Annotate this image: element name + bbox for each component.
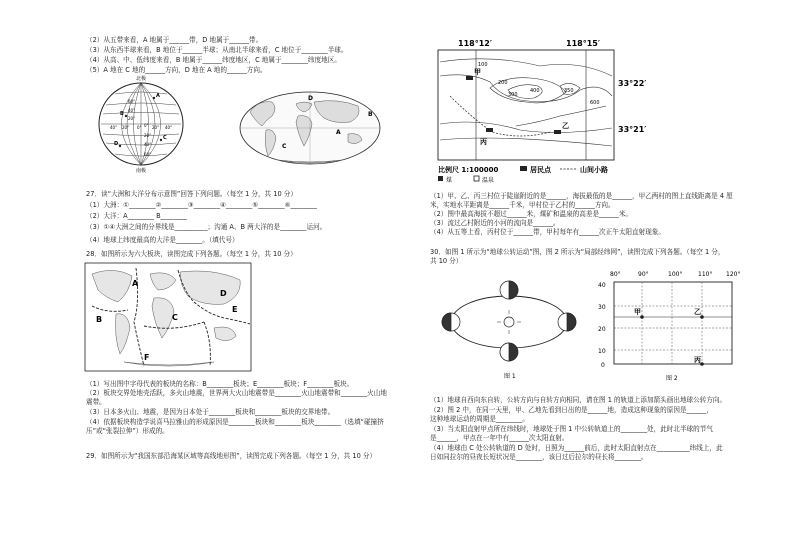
- plate-label-c: C: [172, 313, 178, 322]
- q30-line-5: 是______，甲点在一年中有______次太阳直射。: [430, 434, 569, 442]
- q28-title: 28．如图所示为六大板块，读图完成下列各题。（每空 1 分，共 10 分）: [86, 250, 297, 258]
- contour-label: 600: [590, 100, 600, 106]
- q30-line-3: 这种地球运动的周期是________。: [430, 415, 529, 423]
- q29-line-1: （1）甲、乙、丙三村位于陡崖附近的是______，海拔最低的是______，甲乙两村的图上直线距离是 4 厘: [430, 192, 733, 200]
- q27-line-2: （2）大洋：A________ B________: [86, 212, 188, 220]
- plate-label-d: D: [220, 289, 227, 298]
- contour-label: 300: [508, 92, 518, 98]
- grid-lon-label: 100°: [668, 271, 683, 278]
- q30-line-4: （3）当太阳直射甲点所在纬线时，地球处于图 1 中公转轨道上的________处，此时北半球的节气: [430, 425, 713, 433]
- fig2-label: 图 2: [666, 375, 678, 382]
- globe-figure: [82, 74, 200, 174]
- world-map-figure: [238, 90, 382, 166]
- q29-line-4: （3）流过乙村附近的小河的流向是______。: [430, 219, 560, 227]
- q30-title-continued: 共 10 分）: [430, 257, 463, 265]
- globe-lat-label: 40°: [128, 108, 136, 113]
- q27-line-1: （1）大洲：①________②________③________④________⑤________⑥________: [86, 201, 317, 209]
- q29-title: 29．如图所示为“我国东部沿海某区域等高线地形图”，读图完成下列各题。（每空 1 分，共 10 分）: [86, 452, 377, 460]
- contour-label: 100: [478, 62, 488, 68]
- contour-map-figure: [430, 36, 680, 184]
- legend-residence: 居民点: [530, 166, 551, 174]
- globe-lon-label: 20°: [122, 125, 130, 130]
- grid-lon-label: 80°: [610, 271, 621, 278]
- q30-line-6: （4）地球由 C 处公转轨道的 D 处时，日照为______前后，此时太阳直射点在__________纬线上，此: [430, 444, 723, 452]
- map-point-d: D: [308, 95, 313, 102]
- grid-lat-label: 30: [598, 304, 606, 311]
- q27-title: 27．读“大洲和大洋分布示意图”回答下列问题。（每空 1 分，共 10 分）: [86, 190, 297, 198]
- lat-top-label: 33°22′: [618, 79, 647, 88]
- map-point-a: A: [336, 129, 341, 136]
- globe-lon-label: 0°: [137, 125, 142, 130]
- grid-point-jia: 甲: [634, 308, 641, 316]
- q28-line-6: 压”或“张裂拉伸”）形成的。: [86, 427, 169, 435]
- lon-right-label: 118°15′: [566, 39, 600, 48]
- map-point-c: C: [282, 143, 287, 150]
- plate-label-a: A: [132, 279, 139, 288]
- grid-lat-label: 0: [601, 362, 605, 369]
- q27-line-4: （4）地球上纬度最高的大洋是________。（填代号）: [86, 236, 239, 244]
- q28-line-3: 震带。: [86, 398, 106, 406]
- globe-north-pole: 北极: [135, 76, 147, 82]
- grid-lat-label: 40: [598, 282, 606, 289]
- q28-line-1: （1）写出图中字母代表的板块的名称：B________板块；E________板块；F________板块。: [86, 380, 354, 388]
- q28-line-5: （4）依据板块构造学说喜马拉雅山的形成原因是________板块和________板块________（选填“碰撞挤: [86, 418, 384, 426]
- globe-point-b: B: [120, 111, 124, 117]
- grid-lat-label: 10: [598, 348, 606, 355]
- lat-bottom-label: 33°21′: [618, 125, 647, 134]
- q28-line-2: （2）板块交界处地壳活跃，多火山地震，世界两大火山地震带是________火山地震带和________火山地: [86, 389, 387, 397]
- q29-line-2: 米，实地水平距离是______千米，甲村位于乙村的______方向。: [430, 201, 615, 209]
- globe-lat-label: 40°: [144, 142, 152, 147]
- q29-line-5: （4）从五等上看，丙村位于______带，甲村每年有______次正午太阳直射现象。: [430, 228, 665, 236]
- q26-line-5: （5）A 地在 C 地的______方向，D 地在 A 地的______方向。: [86, 66, 267, 74]
- globe-south-pole: 南极: [135, 168, 147, 174]
- globe-lat-label: 60°: [128, 99, 136, 104]
- globe-lon-label: 40°: [110, 125, 118, 130]
- q30-line-7: 日如同拉尔的昼夜长短状况是________，该日过后拉尔的昼长将________。: [430, 453, 648, 461]
- grid-lat-label: 20: [598, 326, 606, 333]
- lon-left-label: 118°12′: [458, 39, 492, 48]
- plates-map-figure: [84, 262, 252, 372]
- legend-coal: 煤: [446, 177, 453, 184]
- grid-lon-label: 120°: [726, 271, 741, 278]
- right-column: [400, 0, 794, 550]
- plate-label-f: F: [144, 353, 150, 362]
- plate-label-b: B: [96, 315, 103, 324]
- globe-lon-label: 40°: [165, 125, 173, 130]
- map-scale: 比例尺 1:100000: [438, 166, 499, 174]
- place-yi: 乙: [562, 122, 569, 130]
- grid-point-yi: 乙: [694, 308, 701, 316]
- place-jia: 甲: [474, 68, 481, 76]
- map-point-b: B: [368, 111, 373, 118]
- q26-line-3: （3）从东西半球来看，B 地位于______半球；从南北半球来看，C 地位于________半球。: [86, 46, 348, 54]
- orbit-figure: [434, 272, 584, 384]
- grid-lon-label: 110°: [698, 271, 713, 278]
- grid-lon-label: 90°: [638, 271, 649, 278]
- q30-title: 30．如图 1 所示为“地球公转运动”图，图 2 所示为“局部经纬网”，读图完成下列各题。（每空 1 分，: [430, 248, 725, 256]
- contour-label: 350: [564, 88, 574, 94]
- globe-lat-label: 20°: [144, 133, 152, 138]
- q27-line-3: （3）①④大洲之间的分界线是__________；沟通 A、B 两大洋的是________运河。: [86, 223, 327, 231]
- q30-line-2: （2）图 2 中，在同一天里，甲、乙地先看到日出的是______地，造成这种现象的原因是______，: [430, 406, 713, 414]
- q28-line-4: （3）日本多火山、地震，是因为日本处于________板块和________板块的交界地带。: [86, 408, 335, 416]
- legend-hotspring: 温泉: [482, 177, 495, 184]
- fig1-label: 图 1: [504, 373, 516, 380]
- q26-line-2: （2）从五带来看，A 地属于______带，D 地属于______带。: [86, 36, 263, 44]
- plate-label-e: E: [232, 305, 238, 314]
- q29-line-3: （2）图中最高海拔不超过______米，煤矿和温泉的高差是______米。: [430, 210, 633, 218]
- contour-label: 400: [530, 88, 540, 94]
- place-bing: 丙: [480, 138, 487, 146]
- globe-lat-label: 20°: [128, 116, 136, 121]
- graticule-figure: [596, 268, 746, 386]
- globe-lat-label: 0°: [144, 123, 149, 128]
- contour-label: 200: [498, 80, 508, 86]
- globe-point-c: C: [163, 135, 167, 141]
- grid-point-bing: 丙: [694, 356, 701, 364]
- q30-line-1: （1）地球自西向东自转，公转方向与自转方向相同，请在图 1 的轨道上添加箭头画出地球公转方向。: [430, 396, 727, 404]
- globe-point-a: A: [156, 93, 160, 99]
- globe-lon-label: 20°: [152, 125, 160, 130]
- globe-point-d: D: [114, 141, 119, 147]
- legend-path: 山间小路: [580, 166, 608, 174]
- q26-line-4: （4）从高、中、低纬度来看，B 地属于______纬度地区，C 地属于________纬度地区。: [86, 56, 341, 64]
- globe-lat-label: 60°: [144, 152, 152, 157]
